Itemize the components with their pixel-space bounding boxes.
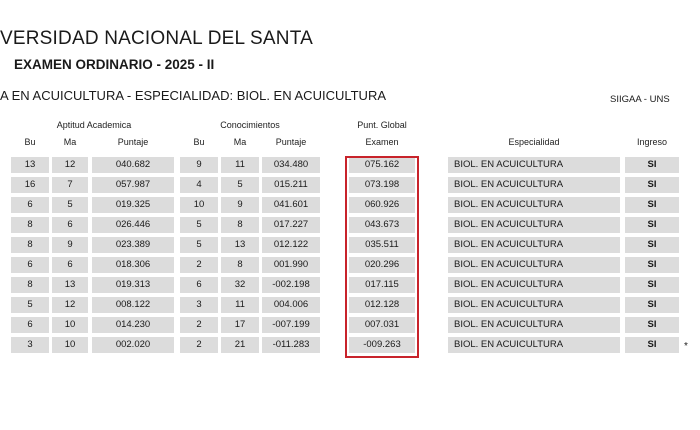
cell-ma-aptitud: 12: [52, 157, 88, 173]
column-header-examen: Examen: [365, 137, 399, 147]
cell-especialidad: BIOL. EN ACUICULTURA: [448, 197, 620, 213]
cell-bu-aptitud: 3: [11, 337, 49, 353]
cell-bu-conoc: 2: [180, 317, 218, 333]
cell-examen: 017.115: [349, 277, 415, 293]
cell-bu-aptitud: 6: [11, 317, 49, 333]
cell-ma-aptitud: 5: [52, 197, 88, 213]
cell-bu-conoc: 4: [180, 177, 218, 193]
cell-puntaje-conoc: 041.601: [262, 197, 320, 213]
cell-puntaje-conoc: 012.122: [262, 237, 320, 253]
cell-puntaje-aptitud: 026.446: [92, 217, 174, 233]
column-header-especialidad: Especialidad: [508, 137, 560, 147]
cell-puntaje-aptitud: 040.682: [92, 157, 174, 173]
cell-bu-aptitud: 16: [11, 177, 49, 193]
cell-examen: -009.263: [349, 337, 415, 353]
cell-bu-aptitud: 8: [11, 237, 49, 253]
cell-puntaje-aptitud: 023.389: [92, 237, 174, 253]
cell-puntaje-conoc: 015.211: [262, 177, 320, 193]
group-header-punt-global: Punt. Global: [357, 120, 407, 130]
cell-puntaje-aptitud: 019.313: [92, 277, 174, 293]
cell-ma-conoc: 21: [221, 337, 259, 353]
column-header-ingreso: Ingreso: [636, 137, 668, 147]
cell-puntaje-conoc: -011.283: [262, 337, 320, 353]
cell-bu-aptitud: 8: [11, 217, 49, 233]
cell-bu-aptitud: 6: [11, 197, 49, 213]
cell-ma-conoc: 17: [221, 317, 259, 333]
cell-examen: 020.296: [349, 257, 415, 273]
cell-bu-conoc: 5: [180, 217, 218, 233]
column-header-ma-aptitud: Ma: [63, 137, 77, 147]
cell-especialidad: BIOL. EN ACUICULTURA: [448, 177, 620, 193]
cell-ma-aptitud: 13: [52, 277, 88, 293]
cell-bu-conoc: 5: [180, 237, 218, 253]
cell-bu-conoc: 2: [180, 337, 218, 353]
cell-bu-conoc: 10: [180, 197, 218, 213]
cell-especialidad: BIOL. EN ACUICULTURA: [448, 337, 620, 353]
cell-ma-conoc: 32: [221, 277, 259, 293]
exam-title: EXAMEN ORDINARIO - 2025 - II: [14, 57, 215, 72]
cell-ingreso: SI: [625, 157, 679, 173]
cell-especialidad: BIOL. EN ACUICULTURA: [448, 297, 620, 313]
cell-ingreso: SI: [625, 257, 679, 273]
cell-ingreso: SI: [625, 197, 679, 213]
cell-ingreso: SI: [625, 317, 679, 333]
cell-especialidad: BIOL. EN ACUICULTURA: [448, 257, 620, 273]
cell-especialidad: BIOL. EN ACUICULTURA: [448, 237, 620, 253]
cell-puntaje-conoc: -007.199: [262, 317, 320, 333]
group-header-conocimientos: Conocimientos: [220, 120, 280, 130]
cell-examen: 007.031: [349, 317, 415, 333]
cell-ingreso: SI: [625, 237, 679, 253]
cell-puntaje-conoc: -002.198: [262, 277, 320, 293]
cell-puntaje-conoc: 017.227: [262, 217, 320, 233]
program-line: A EN ACUICULTURA - ESPECIALIDAD: BIOL. EN ACUICULTURA: [0, 88, 387, 103]
cell-ma-conoc: 11: [221, 297, 259, 313]
cell-ma-conoc: 11: [221, 157, 259, 173]
cell-ma-conoc: 9: [221, 197, 259, 213]
cell-examen: 075.162: [349, 157, 415, 173]
cell-puntaje-aptitud: 002.020: [92, 337, 174, 353]
cell-examen: 073.198: [349, 177, 415, 193]
cell-puntaje-aptitud: 019.325: [92, 197, 174, 213]
cell-puntaje-aptitud: 008.122: [92, 297, 174, 313]
cell-ma-aptitud: 10: [52, 337, 88, 353]
cell-examen: 035.511: [349, 237, 415, 253]
cell-ma-aptitud: 6: [52, 257, 88, 273]
column-header-bu-aptitud: Bu: [24, 137, 36, 147]
cell-especialidad: BIOL. EN ACUICULTURA: [448, 317, 620, 333]
group-header-aptitud: Aptitud Academica: [56, 120, 132, 130]
last-row-mark: *: [684, 341, 688, 352]
cell-ingreso: SI: [625, 277, 679, 293]
column-header-puntaje-conoc: Puntaje: [275, 137, 307, 147]
cell-puntaje-aptitud: 014.230: [92, 317, 174, 333]
cell-especialidad: BIOL. EN ACUICULTURA: [448, 157, 620, 173]
university-name: VERSIDAD NACIONAL DEL SANTA: [0, 28, 313, 49]
cell-ma-aptitud: 7: [52, 177, 88, 193]
cell-ingreso: SI: [625, 177, 679, 193]
cell-puntaje-conoc: 004.006: [262, 297, 320, 313]
cell-examen: 012.128: [349, 297, 415, 313]
cell-ma-aptitud: 10: [52, 317, 88, 333]
cell-puntaje-conoc: 001.990: [262, 257, 320, 273]
cell-bu-conoc: 6: [180, 277, 218, 293]
cell-ma-conoc: 8: [221, 217, 259, 233]
cell-bu-aptitud: 13: [11, 157, 49, 173]
cell-ma-aptitud: 12: [52, 297, 88, 313]
cell-ingreso: SI: [625, 337, 679, 353]
cell-ma-aptitud: 9: [52, 237, 88, 253]
system-tag: SIIGAA - UNS: [610, 94, 670, 105]
cell-ma-conoc: 8: [221, 257, 259, 273]
cell-ma-aptitud: 6: [52, 217, 88, 233]
cell-ma-conoc: 13: [221, 237, 259, 253]
cell-ingreso: SI: [625, 217, 679, 233]
cell-bu-conoc: 9: [180, 157, 218, 173]
cell-bu-conoc: 2: [180, 257, 218, 273]
cell-ingreso: SI: [625, 297, 679, 313]
cell-puntaje-aptitud: 057.987: [92, 177, 174, 193]
global-score-highlight: [345, 156, 419, 358]
cell-bu-aptitud: 5: [11, 297, 49, 313]
cell-bu-aptitud: 6: [11, 257, 49, 273]
cell-puntaje-aptitud: 018.306: [92, 257, 174, 273]
cell-especialidad: BIOL. EN ACUICULTURA: [448, 217, 620, 233]
cell-puntaje-conoc: 034.480: [262, 157, 320, 173]
cell-bu-conoc: 3: [180, 297, 218, 313]
cell-ma-conoc: 5: [221, 177, 259, 193]
cell-examen: 043.673: [349, 217, 415, 233]
column-header-puntaje-aptitud: Puntaje: [117, 137, 149, 147]
column-header-bu-conoc: Bu: [193, 137, 205, 147]
column-header-ma-conoc: Ma: [233, 137, 247, 147]
cell-especialidad: BIOL. EN ACUICULTURA: [448, 277, 620, 293]
cell-bu-aptitud: 8: [11, 277, 49, 293]
cell-examen: 060.926: [349, 197, 415, 213]
